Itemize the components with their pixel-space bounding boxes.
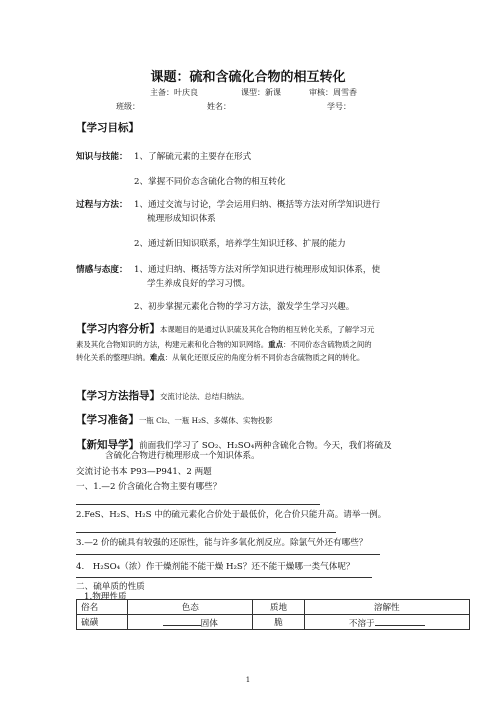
reviewer: 审核：周雪香	[309, 88, 357, 97]
knowledge-item-1: 1、了解硫元素的主要存在形式	[134, 152, 252, 162]
analysis-text-2b: ：不同价态含硫物质之间的	[282, 340, 372, 349]
answer-line-2	[76, 532, 336, 533]
process-item-2: 2、通过新旧知识联系，培养学生知识迁移、扩展的能力	[134, 239, 346, 249]
prep-text: 一瓶 Cl₂、一瓶 H₂S、多媒体、实物投影	[139, 416, 273, 425]
fill-blank-color[interactable]	[163, 616, 201, 626]
name-label: 姓名：	[207, 102, 231, 111]
cell-texture: 脆	[253, 615, 304, 630]
lesson-type: 课型：新课	[241, 88, 281, 97]
emotion-item-2: 2、初步掌握元素化合物的学习方法，激发学生学习兴趣。	[134, 302, 355, 312]
question-2: 2.FeS、H₂S、H₂S 中的硫元素化合价处于最低价，化合价只能升高。请举一例。	[76, 510, 387, 520]
intro-text-2: 含硫化合物进行梳理形成一个知识体系。	[105, 451, 260, 461]
prep-heading: 【学习准备】	[76, 414, 139, 426]
key-point-label: 重点	[268, 340, 283, 349]
knowledge-item-2: 2、掌握不同价态含硫化合物的相互转化	[134, 177, 286, 187]
emotion-item-1b: 学生养成良好的学习习惯。	[147, 279, 251, 289]
header-texture: 质地	[253, 600, 304, 615]
table-header-row	[77, 600, 470, 615]
student-id-label: 学号：	[327, 102, 351, 111]
process-item-1a: 1、通过交流与讨论，学会运用归纳、概括等方法对所学知识进行	[134, 200, 381, 210]
knowledge-label: 知识与技能：	[76, 152, 128, 162]
state-suffix: 固体	[200, 618, 218, 629]
author: 主备：叶庆良	[150, 88, 198, 97]
page-number: 1	[245, 676, 251, 684]
physical-properties-table	[76, 599, 470, 630]
process-item-1b: 梳理形成知识体系	[147, 214, 216, 224]
question-3: 3.—2 价的硫具有较强的还原性，能与许多氧化剂反应。除氯气外还有哪些？	[76, 538, 368, 548]
header-common-name: 俗名	[77, 600, 128, 615]
cell-solubility	[304, 615, 469, 630]
intro-heading: 【新知导学】	[76, 439, 139, 451]
answer-line-4	[76, 577, 372, 578]
cell-color-state	[128, 615, 253, 630]
analysis-block	[76, 323, 476, 364]
header-solubility: 溶解性	[304, 600, 469, 615]
process-label: 过程与方法：	[76, 200, 128, 210]
method-heading: 【学习方法指导】	[76, 390, 160, 402]
page-title: 课题：硫和含硫化合物的相互转化	[150, 70, 346, 85]
cell-common-name: 硫磺	[77, 615, 128, 630]
difficulty-label: 难点	[149, 353, 165, 362]
analysis-text-3a: 转化关系的整理归纳。	[76, 353, 150, 362]
analysis-text-3b: ：从氧化还原反应的角度分析不同价态含硫物质之间的转化。	[164, 353, 365, 362]
answer-line-1	[76, 504, 320, 505]
method-text: 交流讨论法、总结归纳法。	[160, 392, 249, 401]
discussion-intro: 交流讨论书本 P93—P941、2 两题	[76, 467, 212, 477]
answer-line-3	[76, 554, 380, 555]
table-row	[77, 615, 470, 630]
analysis-heading: 【学习内容分析】	[76, 323, 160, 335]
analysis-text-2a: 素及其化合物知识的方法，构建元素和化合物的知识网络。	[76, 340, 269, 349]
physical-properties-heading: 1.物理性质	[84, 592, 127, 602]
header-color-state: 色态	[128, 600, 253, 615]
fill-blank-solvent[interactable]	[375, 616, 425, 626]
solubility-prefix: 不溶于	[348, 618, 375, 629]
emotion-item-1a: 1、通过归纳、概括等方法对所学知识进行梳理形成知识体系，使	[134, 265, 381, 275]
question-1: 一、1.—2 价含硫化合物主要有哪些？	[76, 482, 222, 492]
emotion-label: 情感与态度：	[76, 265, 128, 275]
prep-block	[76, 408, 273, 427]
analysis-text-1: 本课题目的是通过认识硫及其化合物的相互转化关系，了解学习元	[160, 325, 375, 334]
section-2-heading: 二、硫单质的性质	[76, 582, 145, 592]
method-block	[76, 384, 249, 403]
question-4: 4. H₂SO₄（浓）作干燥剂能不能干燥 H₂S？还不能干燥哪一类气体呢？	[76, 562, 355, 572]
intro-text-1: 前面我们学习了 SO₂、H₂SO₄两种含硫化合物。今天，我们将硫及	[139, 441, 392, 451]
goals-heading: 【学习目标】	[76, 122, 139, 134]
class-label: 班级：	[116, 102, 140, 111]
